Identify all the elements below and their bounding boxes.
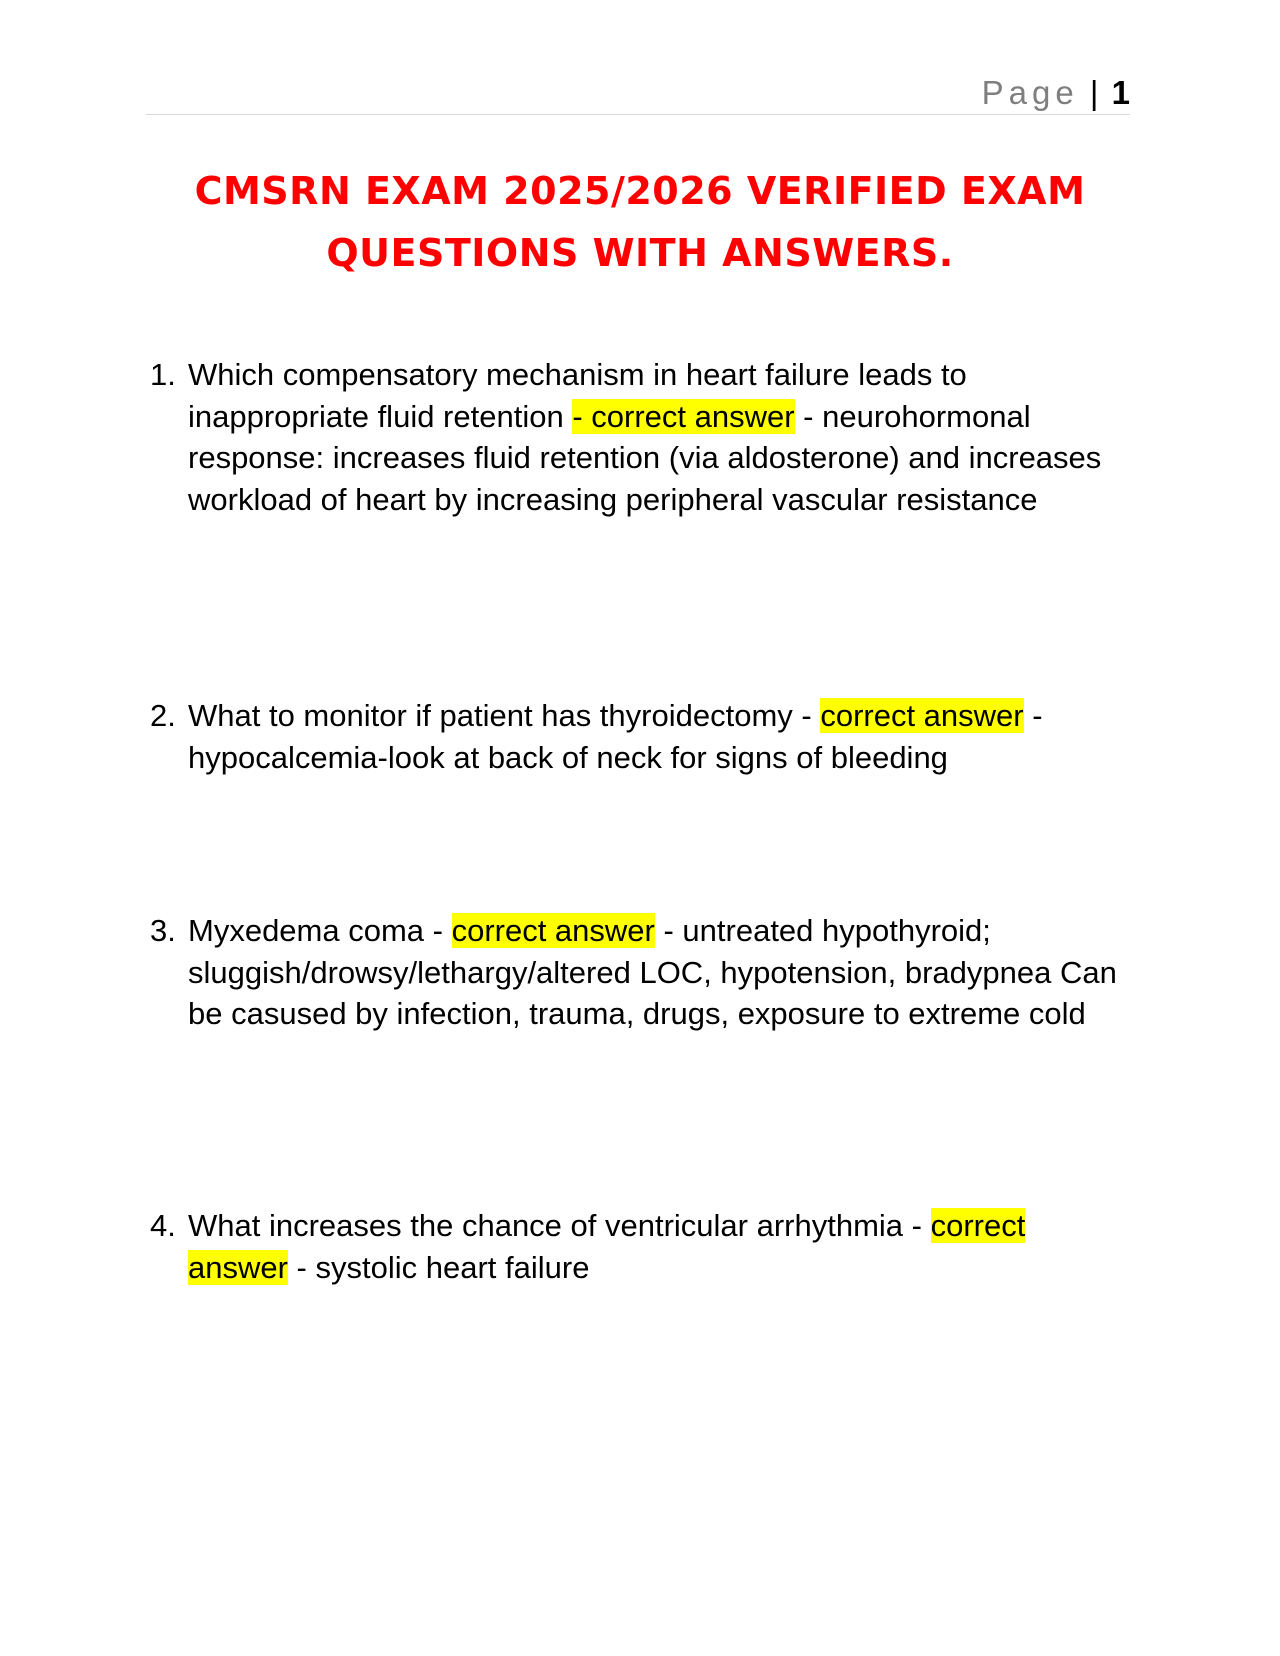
correct-answer-highlight: - correct answer <box>572 398 795 434</box>
question-prompt: What to monitor if patient has thyroidectomy - <box>188 698 821 733</box>
question-number: 4. <box>150 1208 176 1243</box>
correct-answer-highlight: correct answer <box>820 698 1024 733</box>
answer-text: - systolic heart failure <box>287 1249 590 1285</box>
question-item-2 <box>150 695 1126 778</box>
question-item-4 <box>150 1205 1126 1288</box>
question-number: 2. <box>150 698 176 733</box>
question-item-1 <box>150 354 1126 520</box>
correct-answer-highlight: correct answer <box>188 1208 1026 1285</box>
question-prompt: Myxedema coma - <box>188 913 452 948</box>
question-text <box>188 1205 1126 1288</box>
title-line-1: CMSRN EXAM 2025/2026 VERIFIED EXAM <box>194 169 1086 213</box>
question-prompt: What increases the chance of ventricular arrhythmia - <box>188 1208 931 1243</box>
answer-text: - neurohormonal response: increases fluid retention (via aldosterone) and increases workload of heart by increasing peripheral vascular resistance <box>188 398 1102 517</box>
page-separator: | <box>1089 74 1099 111</box>
page-number: 1 <box>1111 74 1130 111</box>
question-number: 1. <box>150 357 176 392</box>
question-text <box>188 910 1126 1035</box>
answer-text: - hypocalcemia-look at back of neck for signs of bleeding <box>188 698 1043 775</box>
answer-text: - untreated hypothyroid; sluggish/drowsy/lethargy/altered LOC, hypotension, bradypnea Can be casused by infection, trauma, drugs, exposure to extreme cold <box>188 913 1117 1031</box>
page-label: Page <box>981 74 1079 111</box>
title-line-2: QUESTIONS WITH ANSWERS. <box>326 231 954 275</box>
question-number: 3. <box>150 913 176 948</box>
question-item-3 <box>150 910 1126 1035</box>
correct-answer-highlight: correct answer <box>451 913 655 948</box>
question-text <box>188 695 1126 778</box>
question-text <box>188 354 1126 520</box>
question-prompt: Which compensatory mechanism in heart failure leads to inappropriate fluid retention <box>188 357 967 434</box>
